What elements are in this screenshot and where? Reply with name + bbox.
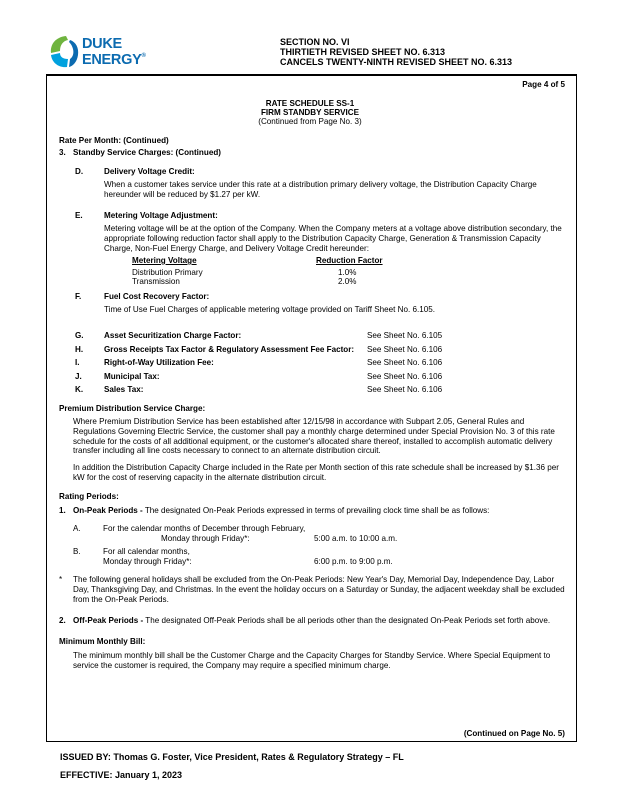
premium-paragraph-2: In addition the Distribution Capacity Charge included in the Rate per Month section of this rate schedule shall be increased by $1.36 per kW for the cost of reserving capacity in the alternate distribution circuit. — [73, 463, 559, 482]
logo-wordmark-line1: DUKE — [82, 36, 122, 52]
schedule-title: RATE SCHEDULE SS-1 — [265, 99, 355, 108]
cancels-sheet: CANCELS TWENTY-NINTH REVISED SHEET NO. 6.313 — [280, 57, 513, 67]
item-h-letter: H. — [75, 345, 84, 354]
holiday-text: The following general holidays shall be excluded from the On-Peak Periods: New Year's Day, Memorial Day, Independence Day, Labor Day, Thanksgiving Day, and Christmas. In the event the holiday occurs on a Saturday or Sunday, the adjacent weekday shall be excluded from the On-Peak Periods. — [73, 575, 565, 604]
period-b-line2: Monday through Friday*: — [103, 557, 192, 566]
item-i-letter: I. — [75, 358, 80, 367]
item-e-text: Metering voltage will be at the option of the Company. When the Company meters at a voltage above distribution secondary, the appropriate following reduction factor shall apply to the Distribution Capacity Charge, Generation & Transmission Capacity Charge, Non-Fuel Energy Charge, and Delivery Voltage Credit hereunder: — [104, 224, 562, 253]
item-g-letter: G. — [75, 331, 84, 340]
issued-by: ISSUED BY: Thomas G. Foster, Vice President, Rates & Regulatory Strategy – FL — [60, 752, 404, 762]
item-k-letter: K. — [75, 385, 84, 394]
on-peak-line: On-Peak Periods - The designated On-Peak Periods expressed in terms of prevailing clock time shall be as follows: — [73, 506, 490, 515]
continued-from: (Continued from Page No. 3) — [258, 117, 362, 126]
duke-energy-logo — [48, 34, 153, 70]
item3-number: 3. — [59, 148, 66, 157]
metering-voltage-header: Metering Voltage — [132, 256, 197, 265]
off-peak-number: 2. — [59, 616, 66, 625]
period-b-time: 6:00 p.m. to 9:00 p.m. — [314, 557, 393, 566]
period-a-line2: Monday through Friday*: — [161, 534, 250, 543]
voltage-row-1: Distribution Primary — [132, 268, 203, 277]
effective-date: EFFECTIVE: January 1, 2023 — [60, 770, 183, 780]
item-k-label: Sales Tax: — [104, 385, 144, 394]
item-i-ref: See Sheet No. 6.106 — [367, 358, 443, 367]
period-a-letter: A. — [73, 524, 81, 533]
continued-on-next: (Continued on Page No. 5) — [463, 729, 565, 738]
minimum-bill-title: Minimum Monthly Bill: — [59, 637, 146, 646]
item-e-title: Metering Voltage Adjustment: — [104, 211, 218, 220]
item-f-letter: F. — [75, 292, 82, 301]
rating-periods-title: Rating Periods: — [59, 492, 119, 501]
item-j-letter: J. — [75, 372, 82, 381]
item-f-text: Time of Use Fuel Charges of applicable metering voltage provided on Tariff Sheet No. 6.105. — [104, 305, 435, 314]
item-h-ref: See Sheet No. 6.106 — [367, 345, 443, 354]
item-i-label: Right-of-Way Utilization Fee: — [104, 358, 214, 367]
section-number: SECTION NO. VI — [280, 37, 350, 47]
item-d-title: Delivery Voltage Credit: — [104, 167, 195, 176]
holiday-star: * — [59, 575, 63, 584]
reduction-factor-header: Reduction Factor — [316, 256, 383, 265]
on-peak-number: 1. — [59, 506, 66, 515]
voltage-row-2: Transmission — [132, 277, 180, 286]
item-d-text: When a customer takes service under this rate at a distribution primary delivery voltage, the Distribution Capacity Charge hereunder will be reduced by $1.27 per kW. — [104, 180, 537, 199]
premium-paragraph-1: Where Premium Distribution Service has been established after 12/15/98 in accordance with Subpart 2.05, General Rules and Regulations Governing Electric Service, the customer shall pay a monthly charge determined under Special Provision No. 3 of this rate schedule for the costs of all additional equipment, or the customer's allocated share thereof, installed to accomplish automatic delivery transfer including all line costs necessary to connect to an alternate distribution circuit. — [73, 417, 555, 456]
item-k-ref: See Sheet No. 6.106 — [367, 385, 443, 394]
item-j-label: Municipal Tax: — [104, 372, 160, 381]
rate-per-month-heading: Rate Per Month: (Continued) — [59, 136, 169, 145]
period-b-letter: B. — [73, 547, 81, 556]
item-g-label: Asset Securitization Charge Factor: — [104, 331, 242, 340]
item-f-title: Fuel Cost Recovery Factor: — [104, 292, 210, 301]
item-g-ref: See Sheet No. 6.105 — [367, 331, 443, 340]
item-d-letter: D. — [75, 167, 84, 176]
factor-row-2: 2.0% — [338, 277, 357, 286]
period-a-time: 5:00 a.m. to 10:00 a.m. — [314, 534, 398, 543]
logo-wordmark-line2: ENERGY® — [82, 52, 146, 68]
minimum-bill-text: The minimum monthly bill shall be the Customer Charge and the Capacity Charges for Standby Service. Where Special Equipment to service the customer is required, the Company may require a specified minimum charge. — [73, 651, 551, 670]
premium-title: Premium Distribution Service Charge: — [59, 404, 206, 413]
item3-label: Standby Service Charges: (Continued) — [73, 148, 221, 157]
off-peak-line: Off-Peak Periods - The designated Off-Peak Periods shall be all periods other than the designated On-Peak Periods set forth above. — [73, 616, 551, 625]
duke-energy-logo-icon — [48, 34, 82, 70]
item-h-label: Gross Receipts Tax Factor & Regulatory Assessment Fee Factor: — [104, 345, 355, 354]
page-number: Page 4 of 5 — [522, 80, 565, 89]
revised-sheet: THIRTIETH REVISED SHEET NO. 6.313 — [280, 47, 446, 57]
period-a-line1: For the calendar months of December through February, — [103, 524, 306, 533]
item-j-ref: See Sheet No. 6.106 — [367, 372, 443, 381]
schedule-subtitle: FIRM STANDBY SERVICE — [260, 108, 360, 117]
factor-row-1: 1.0% — [338, 268, 357, 277]
period-b-line1: For all calendar months, — [103, 547, 190, 556]
item-e-letter: E. — [75, 211, 83, 220]
